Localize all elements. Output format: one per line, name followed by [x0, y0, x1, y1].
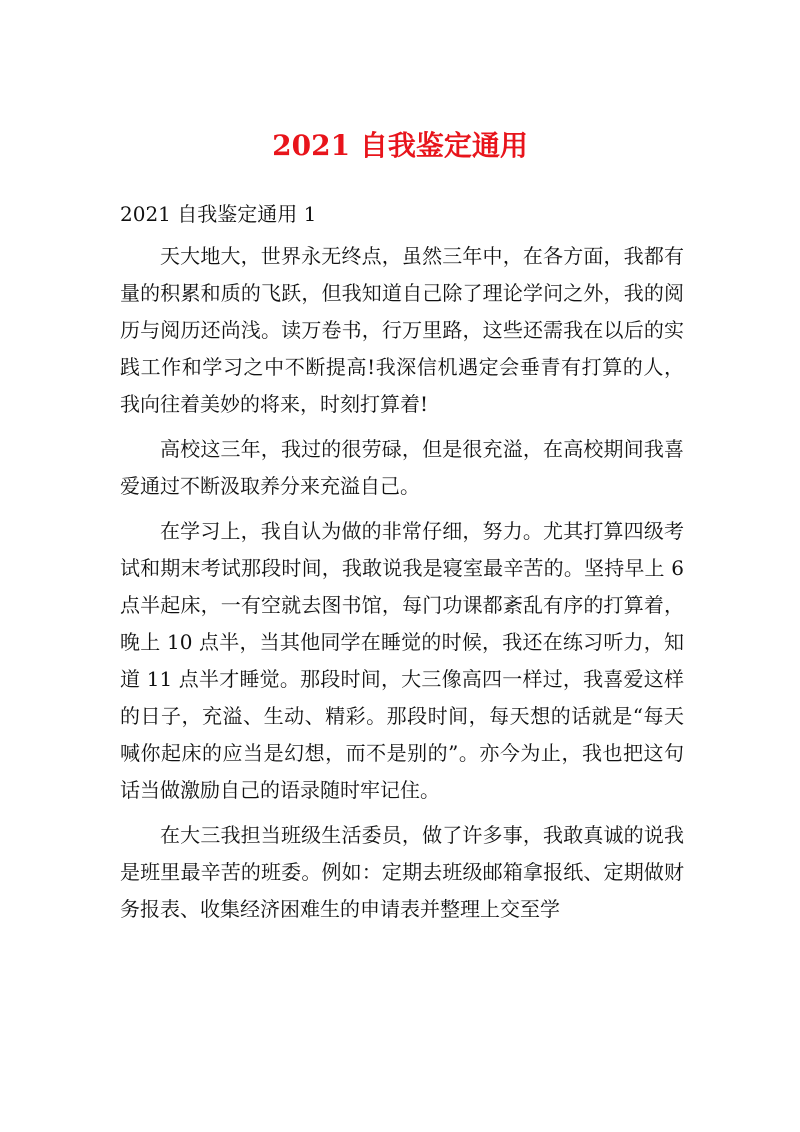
document-body: [120, 238, 684, 936]
paragraph-4: 在大三我担当班级生活委员，做了许多事，我敢真诚的说我是班里最辛苦的班委。例如：定期去班级邮箱拿报纸、定期做财务报表、收集经济困难生的申请表并整理上交至学: [120, 823, 684, 921]
paragraph-2: 高校这三年，我过的很劳碌，但是很充溢，在高校期间我喜爱通过不断汲取养分来充溢自己。: [120, 437, 684, 498]
document-title: 2021 自我鉴定通用: [272, 129, 528, 162]
paragraph-3: 在学习上，我自认为做的非常仔细，努力。尤其打算四级考试和期末考试那段时间，我敢说我是寝室最辛苦的。坚持早上 6 点半起床，一有空就去图书馆，每门功课都紊乱有序的打算着，晚上 10 点半，当其他同学在睡觉的时候，我还在练习听力，知道 11 点半才睡觉。那段时间，大三像高四一样过，我喜爱这样的日子，充溢、生动、精彩。那段时间，每天想的话就是“每天喊你起床的应当是幻想，而不是别的”。亦今为止，我也把这句话当做激励自己的语录随时牢记住。: [120, 519, 684, 802]
paragraph-1: 天大地大，世界永无终点，虽然三年中，在各方面，我都有量的积累和质的飞跃，但我知道自己除了理论学问之外，我的阅历与阅历还尚浅。读万卷书，行万里路，这些还需我在以后的实践工作和学习之中不断提高!我深信机遇定会垂青有打算的人，我向往着美妙的将来，时刻打算着!: [120, 244, 684, 416]
document-subtitle: 2021 自我鉴定通用 1: [120, 202, 317, 226]
